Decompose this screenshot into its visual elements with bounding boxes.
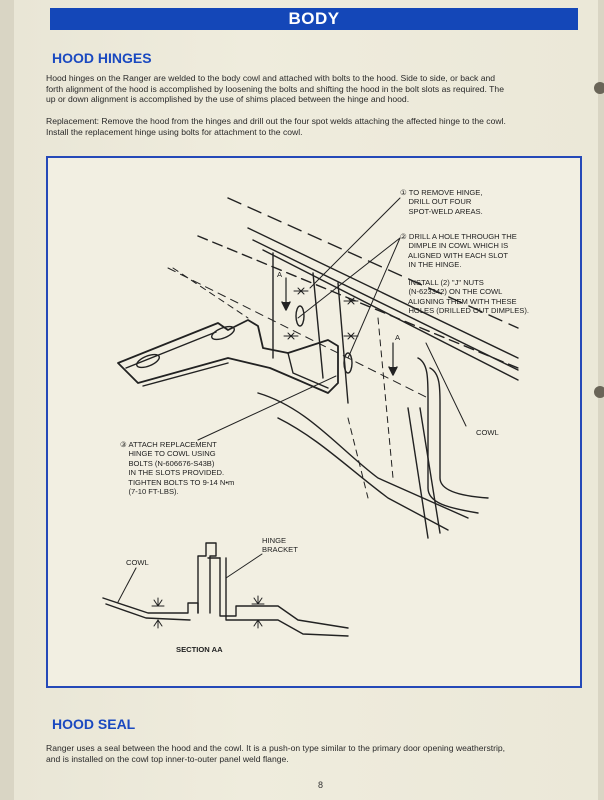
text-line: Ranger uses a seal between the hood and the cowl. It is a push-on type similar to the primary door opening weatherstrip, bbox=[46, 743, 506, 753]
step3-callout: ③ ATTACH REPLACEMENT HINGE TO COWL USING BOLTS (N-606676-S43B) IN THE SLOTS PROVIDED. TIGHTEN BOLTS TO 9-14 N•m (7-10 FT-LBS). bbox=[120, 440, 235, 497]
text-line: forth alignment of the hood is accomplished by loosening the bolts and shifting the hood in the bolt slots as required. The bbox=[46, 83, 504, 94]
hood-hinges-title: HOOD HINGES bbox=[52, 50, 152, 66]
binder-hole bbox=[594, 82, 604, 94]
hood-seal-title: HOOD SEAL bbox=[52, 716, 136, 732]
binder-hole bbox=[594, 386, 604, 398]
text-line: up or down alignment is accomplished by the use of shims placed between the hinge and hood. bbox=[46, 94, 410, 104]
text-line: and is installed on the cowl top inner-to-outer panel weld flange. bbox=[46, 753, 289, 764]
section-banner: BODY bbox=[50, 8, 578, 30]
page-number: 8 bbox=[318, 780, 324, 790]
replacement-paragraph bbox=[46, 116, 582, 137]
text-line: Hood hinges on the Ranger are welded to the body cowl and attached with bolts to the hood. Side to side, or back and bbox=[46, 73, 496, 83]
hood-seal-paragraph bbox=[46, 743, 582, 764]
section-marker-a: A bbox=[277, 270, 283, 279]
cowl-label: COWL bbox=[476, 428, 499, 437]
hood-hinges-paragraph bbox=[46, 73, 582, 105]
section-marker-a: A bbox=[395, 333, 401, 342]
step1-callout: ① TO REMOVE HINGE, DRILL OUT FOUR SPOT-WELD AREAS. bbox=[400, 188, 483, 216]
text-line: Replacement: Remove the hood from the hinges and drill out the four spot welds attaching the affected hinge to the cowl. bbox=[46, 116, 506, 126]
step2-callout: ② DRILL A HOLE THROUGH THE DIMPLE IN COWL WHICH IS ALIGNED WITH EACH SLOT IN THE HINGE. bbox=[400, 232, 517, 270]
hinge-illustration bbox=[46, 156, 582, 688]
section-cowl-label: COWL bbox=[126, 558, 149, 567]
text-line: Install the replacement hinge using bolts for attachment to the cowl. bbox=[46, 126, 303, 137]
hinge-bracket-label: HINGE BRACKET bbox=[262, 536, 298, 555]
step2b-callout: INSTALL (2) "J" NUTS (N-623342) ON THE COWL ALIGNING THEM WITH THESE HOLES (DRILLED OUT DIMPLES). bbox=[408, 278, 529, 316]
section-aa-label: SECTION AA bbox=[176, 645, 223, 654]
